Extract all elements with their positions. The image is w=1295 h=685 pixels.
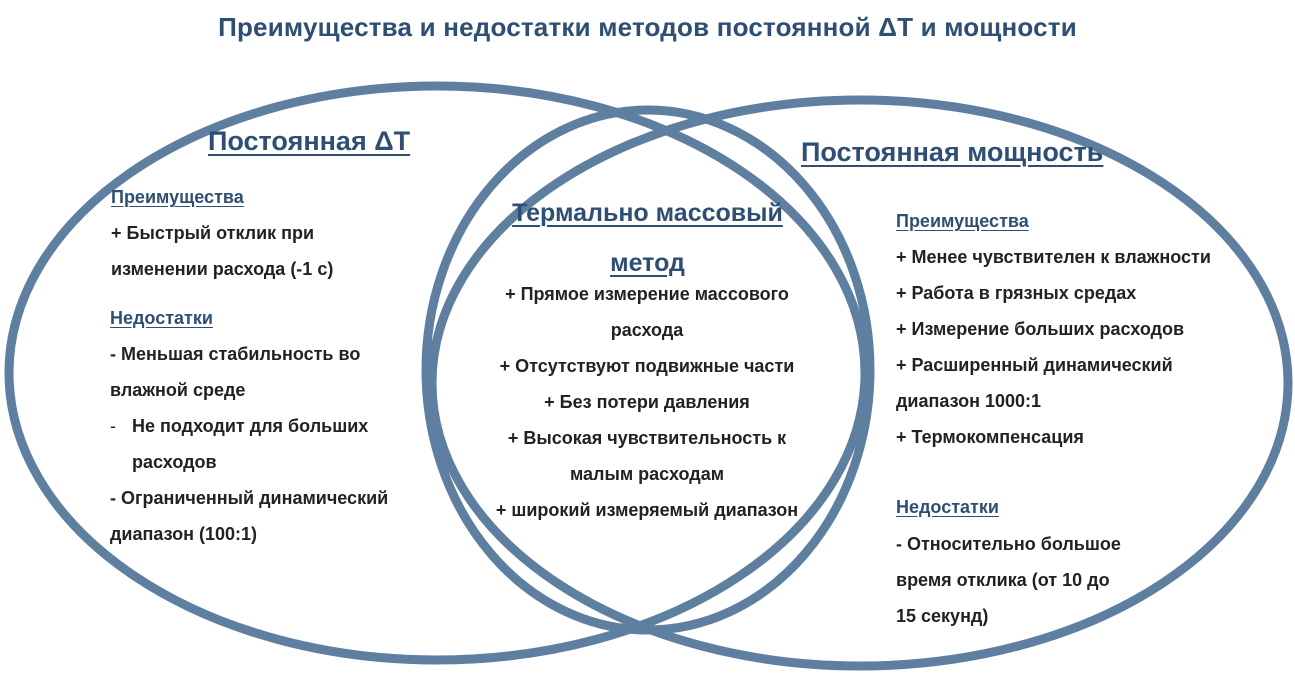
- list-item: + Термокомпенсация: [896, 427, 1084, 447]
- list-item: + Прямое измерение массового: [505, 284, 789, 304]
- list-item: + Работа в грязных средах: [896, 283, 1137, 303]
- left-heading: Постоянная ΔT: [208, 126, 411, 156]
- right-advantages-label: Преимущества: [896, 211, 1029, 231]
- list-item: 15 секунд): [896, 606, 989, 626]
- left-advantages-label: Преимущества: [111, 187, 244, 207]
- center-heading: Термально массовый метод: [512, 199, 783, 277]
- list-item: малым расходам: [569, 464, 725, 484]
- list-item: + Менее чувствителен к влажности: [896, 247, 1211, 267]
- page-title: Преимущества и недостатки методов постоянной ΔT и мощности: [218, 12, 1077, 42]
- list-item: + Высокая чувствительность к: [507, 428, 787, 448]
- left-disadvantages-label: Недостатки: [110, 308, 213, 328]
- list-item: диапазон 1000:1: [896, 391, 1042, 411]
- left-disadvantages-list: [110, 336, 388, 552]
- list-item: расходов: [132, 452, 217, 472]
- list-item: - Ограниченный динамический: [110, 488, 389, 508]
- right-disadvantages-label: Недостатки: [896, 497, 999, 517]
- list-item-text: Не подходит для больших: [132, 416, 369, 436]
- list-item: время отклика (от 10 до: [896, 570, 1110, 590]
- list-item: + широкий измеряемый диапазон: [495, 500, 799, 520]
- right-disadvantages-list: [896, 526, 1121, 634]
- list-item: [110, 408, 388, 444]
- list-item: - Относительно большое: [896, 534, 1121, 554]
- list-item: диапазон (100:1): [110, 524, 257, 544]
- list-item: расхода: [610, 320, 684, 340]
- list-item: влажной среде: [110, 380, 246, 400]
- right-heading: Постоянная мощность: [801, 137, 1104, 167]
- list-item: + Отсутствуют подвижные части: [499, 356, 795, 376]
- right-advantages-list: [896, 239, 1211, 455]
- list-item: + Измерение больших расходов: [896, 319, 1185, 339]
- list-item: + Расширенный динамический: [896, 355, 1173, 375]
- center-list: [462, 276, 832, 528]
- left-advantages-list: [111, 215, 333, 287]
- list-item: + Быстрый отклик при: [111, 223, 315, 243]
- list-item: - Меньшая стабильность во: [110, 344, 361, 364]
- list-item: изменении расхода (-1 с): [111, 259, 334, 279]
- list-item: + Без потери давления: [544, 392, 750, 412]
- dash-marker: -: [110, 416, 116, 436]
